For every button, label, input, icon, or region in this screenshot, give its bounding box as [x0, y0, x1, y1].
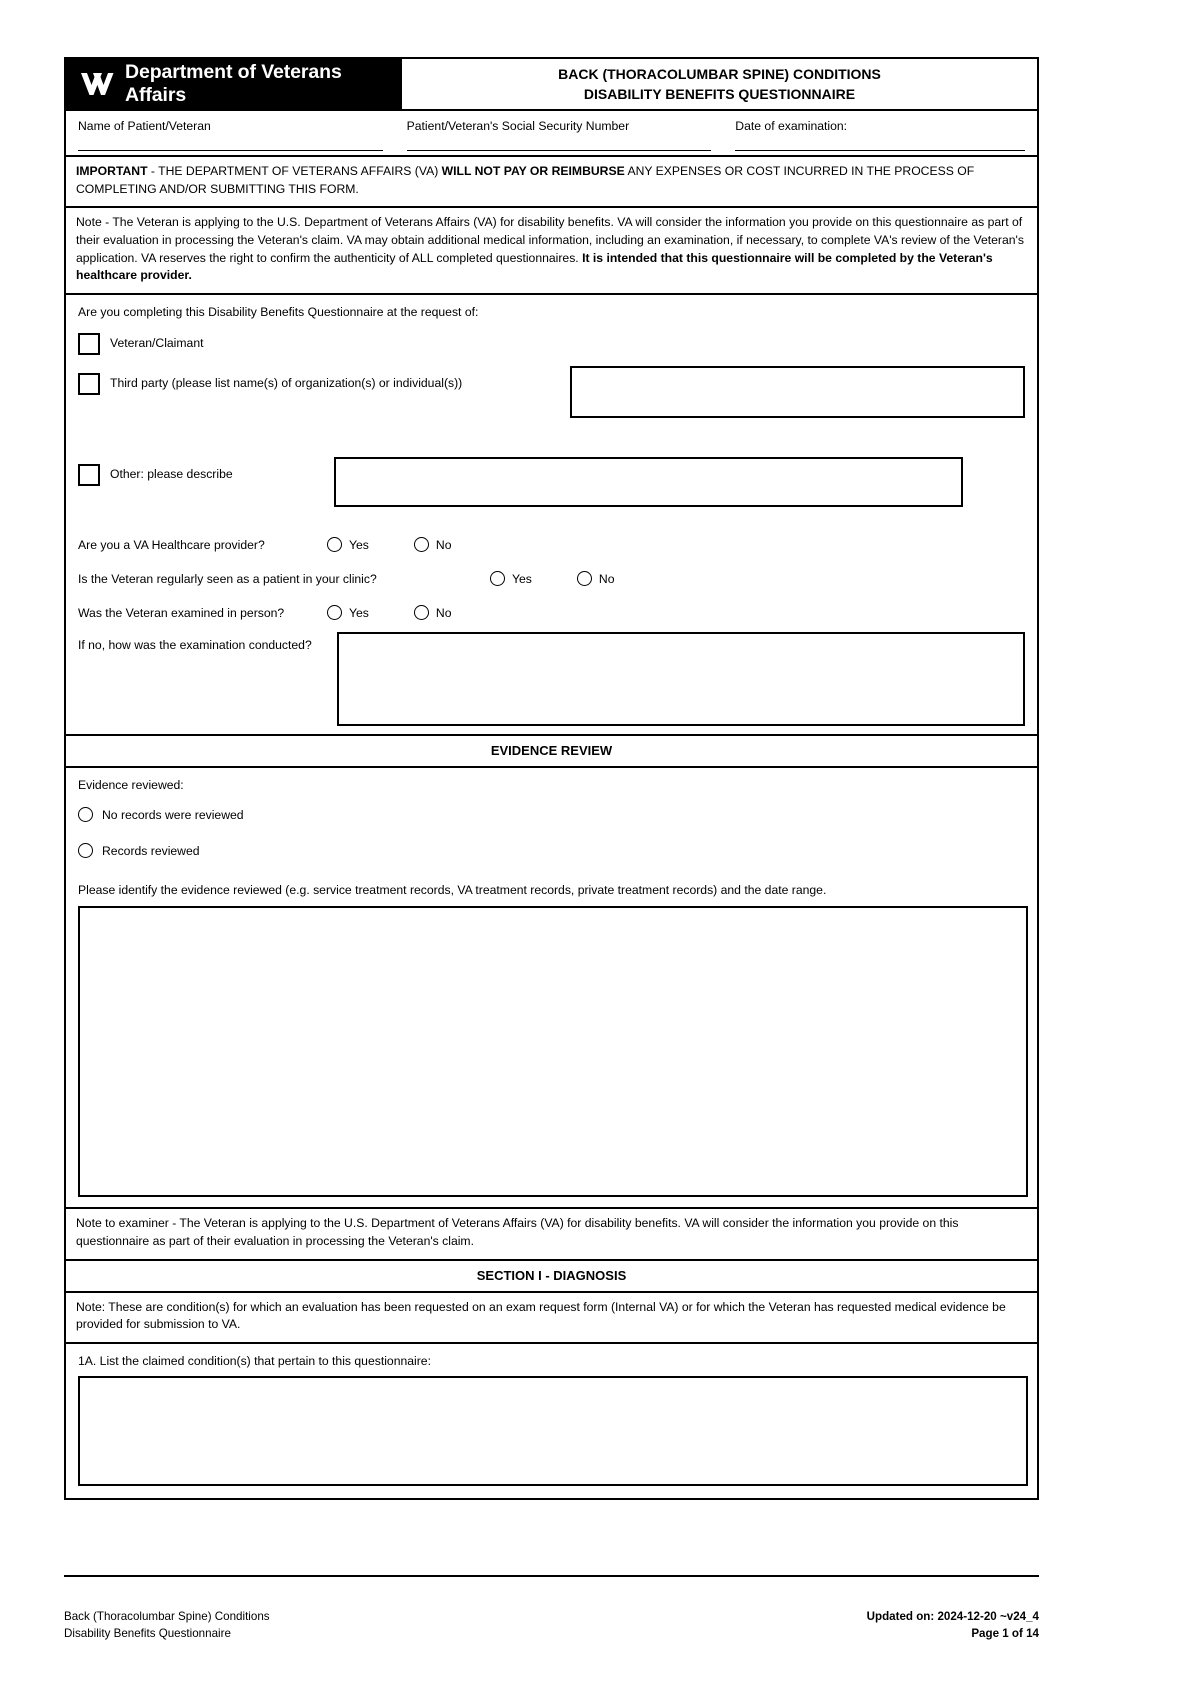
- important-text-c: ANY EXPENSES OR COST INCURRED IN THE PROCESS OF COMPLETING AND/OR SUBMITTING THIS FORM.: [76, 164, 975, 196]
- va-brand-block: [66, 59, 402, 109]
- regular-patient-yes-option[interactable]: [490, 571, 532, 586]
- examined-in-person-no-option[interactable]: [414, 605, 452, 620]
- records-reviewed-row[interactable]: [78, 843, 1025, 858]
- form-header: [66, 59, 1037, 111]
- examined-in-person-no-radio[interactable]: [414, 605, 429, 620]
- va-provider-yes-label: Yes: [349, 537, 369, 552]
- va-agency-name: Department of Veterans Affairs: [125, 61, 342, 106]
- form-title: [402, 59, 1037, 109]
- identity-row: [66, 111, 1037, 157]
- footer-left-line1: Back (Thoracolumbar Spine) Conditions: [64, 1610, 270, 1623]
- footer-page-number: Page 1 of 14: [971, 1627, 1039, 1641]
- section-one-note-text: Note: These are condition(s) for which an evaluation has been requested on an exam request form (Internal VA) or for which the Veteran has requested medical evidence be provided for submission to VA.: [76, 1299, 1006, 1332]
- examined-in-person-yes-label: Yes: [349, 605, 369, 620]
- request-third-party-checkbox[interactable]: [78, 373, 100, 395]
- request-third-party-label: Third party (please list name(s) of organization(s) or individual(s)): [110, 376, 463, 391]
- exam-date-field[interactable]: [723, 119, 1037, 151]
- regular-patient-no-option[interactable]: [577, 571, 615, 586]
- important-lead: IMPORTANT: [76, 164, 148, 178]
- evidence-review-banner: EVIDENCE REVIEW: [66, 736, 1037, 768]
- form-title-line1: BACK (THORACOLUMBAR SPINE) CONDITIONS: [558, 65, 881, 82]
- exam-date-label: Date of examination:: [735, 119, 848, 133]
- no-records-label: No records were reviewed: [102, 807, 244, 822]
- regular-patient-label: Is the Veteran regularly seen as a patient in your clinic?: [78, 571, 377, 586]
- if-no-label: If no, how was the examination conducted?: [78, 638, 312, 653]
- item-1a-input[interactable]: [78, 1376, 1028, 1486]
- va-provider-yes-option[interactable]: [327, 537, 369, 552]
- patient-ssn-field[interactable]: [395, 119, 724, 151]
- section-one-banner: SECTION I - DIAGNOSIS: [66, 1261, 1037, 1293]
- request-of-prompt: Are you completing this Disability Benefits Questionnaire at the request of:: [78, 305, 479, 320]
- form-outer-frame: [64, 57, 1039, 1500]
- regular-patient-no-radio[interactable]: [577, 571, 592, 586]
- form-title-line2: DISABILITY BENEFITS QUESTIONNAIRE: [583, 86, 856, 102]
- examined-in-person-question: [78, 605, 1025, 620]
- footer-left: [64, 1608, 270, 1643]
- other-describe-input[interactable]: [334, 457, 963, 507]
- important-notice: [66, 157, 1037, 208]
- regular-patient-no-label: No: [598, 571, 615, 586]
- examined-in-person-yes-radio[interactable]: [327, 605, 342, 620]
- important-bold-b: WILL NOT PAY OR REIMBURSE: [441, 164, 625, 178]
- va-provider-yes-radio[interactable]: [327, 537, 342, 552]
- request-of-section: [66, 295, 1037, 736]
- va-provider-label: Are you a VA Healthcare provider?: [78, 537, 265, 552]
- request-other-checkbox[interactable]: [78, 464, 100, 486]
- regular-patient-yes-radio[interactable]: [490, 571, 505, 586]
- va-provider-question: [78, 537, 1025, 552]
- no-records-row[interactable]: [78, 807, 1025, 822]
- footer-right: [867, 1608, 1039, 1643]
- va-provider-no-label: No: [435, 537, 452, 552]
- patient-ssn-line[interactable]: [407, 150, 712, 151]
- evidence-reviewed-prompt: Evidence reviewed:: [78, 778, 184, 793]
- note-to-examiner-text: Note to examiner - The Veteran is applying to the U.S. Department of Veterans Affairs (VA) for disability benefits. VA will consider the information you provide on this questionnaire as part of their evaluation in processing the Veteran's claim.: [76, 1216, 959, 1248]
- records-reviewed-radio[interactable]: [78, 843, 93, 858]
- item-1a-label: 1A. List the claimed condition(s) that pertain to this questionnaire:: [78, 1353, 431, 1368]
- veteran-note-text: Note - The Veteran is applying to the U.S. Department of Veterans Affairs (VA) for disability benefits. VA will consider the information you provide on this questionnaire as part of their evaluation in processing the Veteran's claim. VA may obtain additional medical information, including an examination, if necessary, to complete VA's review of the Veteran's application. VA reserves the right to confirm the authenticity of ALL completed questionnaires.: [76, 215, 1024, 265]
- request-veteran-row[interactable]: [78, 333, 1025, 355]
- records-reviewed-label: Records reviewed: [102, 843, 200, 858]
- veteran-note-bold-tail: It is intended that this questionnaire will be completed by the Veteran's healthcare provider.: [76, 250, 993, 283]
- footer-updated-on: Updated on: 2024-12-20 ~v24_4: [866, 1610, 1039, 1623]
- request-third-party-row[interactable]: [78, 373, 1025, 418]
- footer-left-line2: Disability Benefits Questionnaire: [64, 1627, 231, 1641]
- evidence-review-section: [66, 768, 1037, 1209]
- request-other-row[interactable]: [78, 464, 1025, 507]
- item-1a-block: [66, 1344, 1037, 1500]
- veteran-note: [66, 208, 1037, 295]
- third-party-input[interactable]: [570, 366, 1025, 418]
- request-other-label: Other: please describe: [110, 467, 233, 482]
- if-no-input[interactable]: [337, 632, 1025, 726]
- regular-patient-question: [78, 571, 1025, 586]
- request-veteran-checkbox[interactable]: [78, 333, 100, 355]
- footer-divider: [64, 1575, 1039, 1577]
- regular-patient-yes-label: Yes: [512, 571, 532, 586]
- exam-date-line[interactable]: [735, 150, 1025, 151]
- va-provider-no-radio[interactable]: [414, 537, 429, 552]
- patient-name-field[interactable]: [66, 119, 395, 151]
- identify-evidence-prompt: Please identify the evidence reviewed (e.g. service treatment records, VA treatment records, private treatment records) and the date range.: [78, 883, 827, 898]
- note-to-examiner: [66, 1209, 1037, 1260]
- patient-ssn-label: Patient/Veteran's Social Security Number: [406, 119, 630, 133]
- examined-in-person-label: Was the Veteran examined in person?: [78, 605, 285, 620]
- request-veteran-label: Veteran/Claimant: [110, 336, 204, 351]
- examined-in-person-yes-option[interactable]: [327, 605, 369, 620]
- page-footer: [64, 1608, 1039, 1643]
- important-text-a: - THE DEPARTMENT OF VETERANS AFFAIRS (VA): [147, 164, 442, 178]
- patient-name-line[interactable]: [78, 150, 383, 151]
- section-one-note: [66, 1293, 1037, 1344]
- no-records-radio[interactable]: [78, 807, 93, 822]
- form-sheet: [64, 57, 1039, 1500]
- if-no-question: [78, 638, 1025, 726]
- patient-name-label: Name of Patient/Veteran: [78, 119, 211, 133]
- va-logo-icon: [80, 71, 114, 97]
- va-provider-no-option[interactable]: [414, 537, 452, 552]
- identify-evidence-input[interactable]: [78, 906, 1028, 1197]
- examined-in-person-no-label: No: [435, 605, 452, 620]
